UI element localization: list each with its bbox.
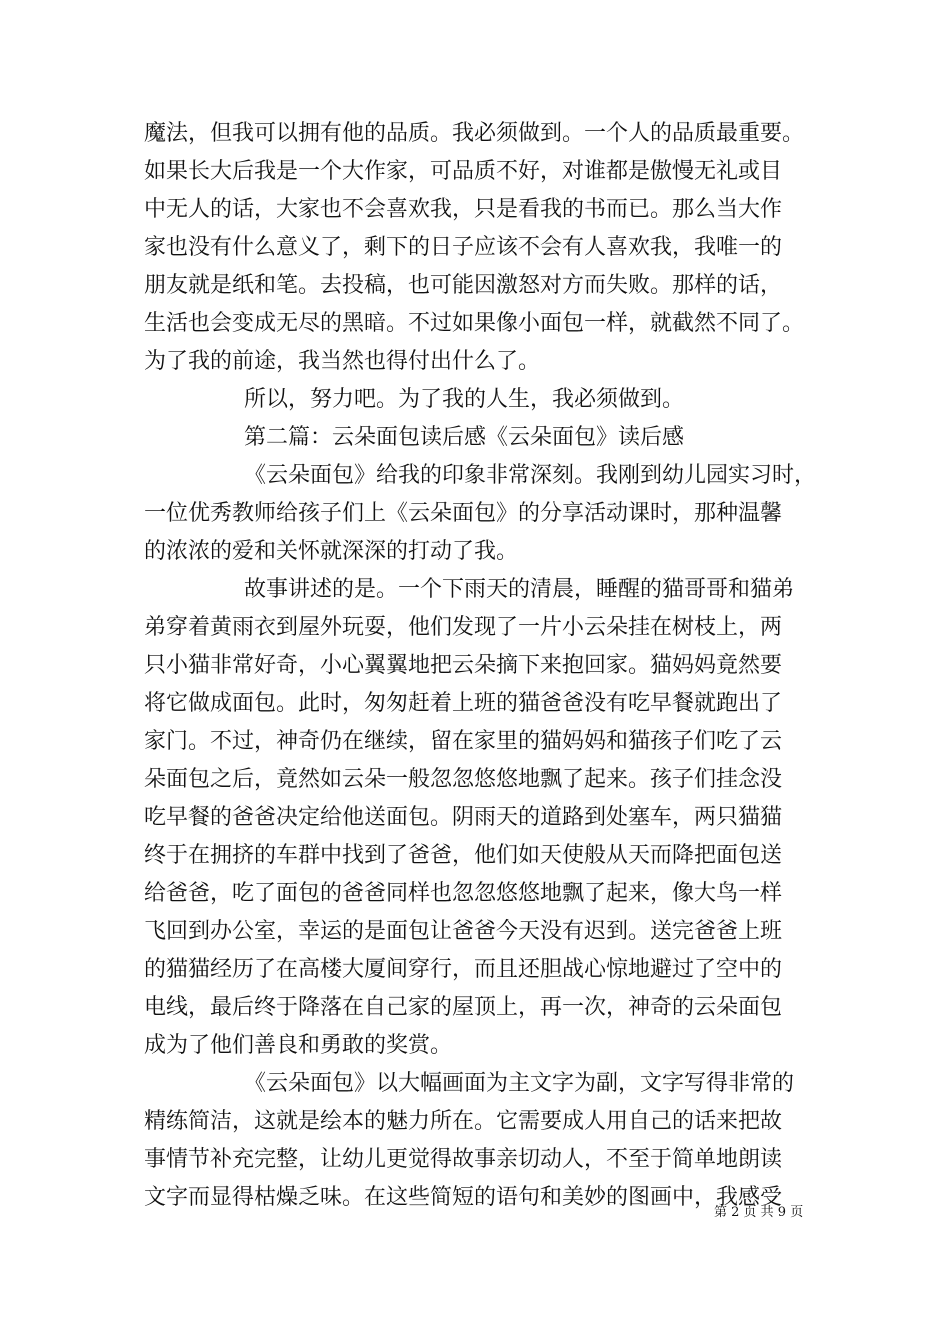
body-text — [144, 115, 844, 1217]
text-line: 将它做成面包。此时，匆匆赶着上班的猫爸爸没有吃早餐就跑出了 — [144, 691, 783, 716]
page-footer: 第 2 页 共 9 页 — [714, 1205, 804, 1220]
text-line: 的猫猫经历了在高楼大厦间穿行，而且还胆战心惊地避过了空中的 — [144, 957, 783, 982]
text-line: 家也没有什么意义了，剩下的日子应该不会有人喜欢我，我唯一的 — [144, 235, 783, 260]
text-line: 文字而显得枯燥乏味。在这些简短的语句和美妙的图画中，我感受 — [144, 1185, 783, 1210]
text-line: 成为了他们善良和勇敢的奖赏。 — [144, 1033, 453, 1058]
text-line: 中无人的话，大家也不会喜欢我，只是看我的书而已。那么当大作 — [144, 197, 783, 222]
text-line: 如果长大后我是一个大作家，可品质不好，对谁都是傲慢无礼或目 — [144, 159, 783, 184]
text-line: 给爸爸，吃了面包的爸爸同样也忽忽悠悠地飘了起来，像大鸟一样 — [144, 881, 783, 906]
text-line: 飞回到办公室，幸运的是面包让爸爸今天没有迟到。送完爸爸上班 — [144, 919, 783, 944]
text-line: 事情节补充完整，让幼儿更觉得故事亲切动人，不至于简单地朗读 — [144, 1147, 783, 1172]
text-line: 朵面包之后，竟然如云朵一般忽忽悠悠地飘了起来。孩子们挂念没 — [144, 767, 783, 792]
text-line: 《云朵面包》以大幅画面为主文字为副，文字写得非常的 — [244, 1071, 795, 1096]
text-line: 的浓浓的爱和关怀就深深的打动了我。 — [144, 539, 519, 564]
text-line: 终于在拥挤的车群中找到了爸爸，他们如天使般从天而降把面包送 — [144, 843, 783, 868]
text-line: 《云朵面包》给我的印象非常深刻。我刚到幼儿园实习时， — [244, 463, 817, 488]
text-line: 魔法，但我可以拥有他的品质。我必须做到。一个人的品质最重要。 — [144, 121, 805, 146]
text-line: 弟穿着黄雨衣到屋外玩耍，他们发现了一片小云朵挂在树枝上，两 — [144, 615, 783, 640]
text-line: 吃早餐的爸爸决定给他送面包。阴雨天的道路到处塞车，两只猫猫 — [144, 805, 783, 830]
text-line: 故事讲述的是。一个下雨天的清晨，睡醒的猫哥哥和猫弟 — [244, 577, 795, 602]
text-line: 一位优秀教师给孩子们上《云朵面包》的分享活动课时，那种温馨 — [144, 501, 783, 526]
text-line: 家门。不过，神奇仍在继续，留在家里的猫妈妈和猫孩子们吃了云 — [144, 729, 783, 754]
text-line: 朋友就是纸和笔。去投稿，也可能因激怒对方而失败。那样的话， — [144, 273, 783, 298]
text-line: 为了我的前途，我当然也得付出什么了。 — [144, 349, 541, 374]
text-line: 只小猫非常好奇，小心翼翼地把云朵摘下来抱回家。猫妈妈竟然要 — [144, 653, 783, 678]
text-line: 所以，努力吧。为了我的人生，我必须做到。 — [244, 387, 685, 412]
text-line: 精练简洁，这就是绘本的魅力所在。它需要成人用自己的话来把故 — [144, 1109, 783, 1134]
text-line: 生活也会变成无尽的黑暗。不过如果像小面包一样，就截然不同了。 — [144, 311, 805, 336]
text-line: 第二篇：云朵面包读后感《云朵面包》读后感 — [244, 425, 685, 450]
text-line: 电线，最后终于降落在自己家的屋顶上，再一次，神奇的云朵面包 — [144, 995, 783, 1020]
